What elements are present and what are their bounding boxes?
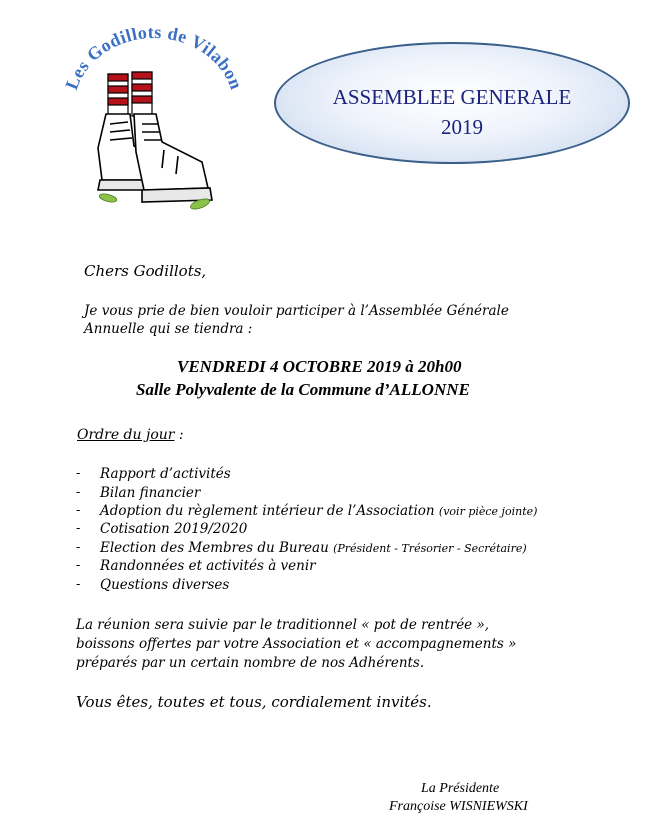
bullet: - <box>76 558 81 573</box>
signature-name: Françoise WISNIEWSKI <box>389 799 528 814</box>
bullet: - <box>76 503 81 518</box>
intro-line-1: Je vous prie de bien vouloir participer à l’Assemblée Générale <box>84 303 509 319</box>
bullet: - <box>76 466 81 481</box>
bullet: - <box>76 521 81 536</box>
agenda-heading <box>77 427 184 443</box>
agenda-title: Ordre du jour <box>77 427 175 443</box>
greeting: Chers Godillots, <box>84 262 207 280</box>
agenda-item-text <box>100 540 527 556</box>
agenda-item-note: (voir pièce jointe) <box>438 505 538 518</box>
agenda-item-text: Cotisation 2019/2020 <box>100 521 248 537</box>
invitation: Vous êtes, toutes et tous, cordialement invités. <box>76 693 432 711</box>
page-title <box>274 82 630 142</box>
title-year: 2019 <box>441 115 483 139</box>
agenda-item-text: Bilan financier <box>100 485 201 501</box>
event-date: VENDREDI 4 OCTOBRE 2019 à 20h00 <box>177 357 462 376</box>
agenda-item-text: Questions diverses <box>100 577 230 593</box>
agenda-item-text: Rapport d’activités <box>100 466 231 482</box>
agenda-colon: : <box>178 427 184 443</box>
logo-text: Les Godillots de Vilabo <box>62 28 242 93</box>
title-line-1: ASSEMBLEE GENERALE <box>332 85 572 109</box>
agenda-item-label: Election des Membres du Bureau <box>100 540 329 556</box>
agenda-item-note: (Président - Trésorier - Secrétaire) <box>333 542 527 555</box>
intro-line-2: Annuelle qui se tiendra : <box>84 321 253 337</box>
agenda-item-text: Randonnées et activités à venir <box>100 558 316 574</box>
bullet: - <box>76 540 81 555</box>
closing-line-3: préparés par un certain nombre de nos Adhérents. <box>76 655 425 671</box>
signature-role: La Présidente <box>421 781 500 796</box>
event-place: Salle Polyvalente de la Commune d’ALLONNE <box>136 380 470 399</box>
hiking-boots-icon <box>62 28 242 218</box>
closing-line-1: La réunion sera suivie par le traditionnel « pot de rentrée », <box>76 617 490 633</box>
closing-line-2: boissons offertes par votre Association et « accompagnements » <box>76 636 517 652</box>
bullet: - <box>76 577 81 592</box>
association-logo <box>62 28 242 218</box>
bullet: - <box>76 485 81 500</box>
agenda-item-label: Adoption du règlement intérieur de l’Association <box>100 503 435 519</box>
agenda-item-text <box>100 503 537 519</box>
